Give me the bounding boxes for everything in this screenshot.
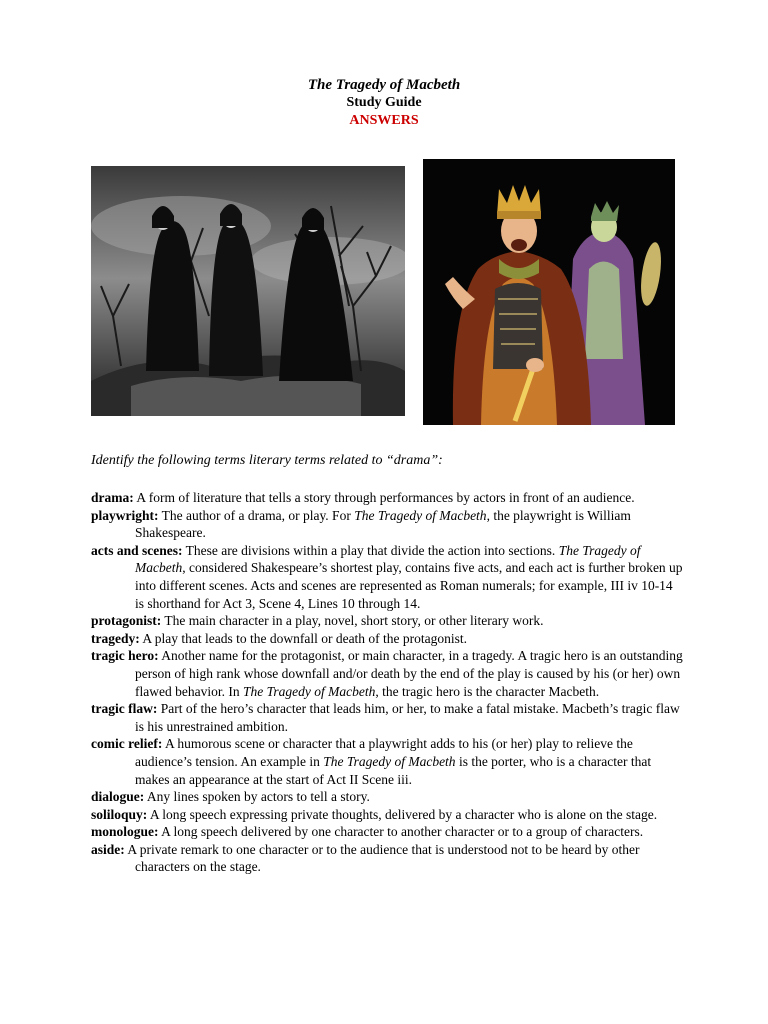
document-title: The Tragedy of Macbeth (307, 77, 461, 93)
glossary-definition: A form of literature that tells a story through performances by actors in front of an audience. (133, 490, 635, 505)
glossary-term: playwright: (91, 507, 159, 523)
glossary-definition: is the porter, who is a character that makes an appearance at the start of Act II Scene iii. (135, 753, 652, 787)
glossary-term: protagonist: (91, 613, 162, 629)
answers-label: ANSWERS (349, 113, 419, 128)
glossary-entry (91, 507, 683, 542)
glossary-term: tragedy: (91, 630, 140, 646)
glossary-definition: The author of a drama, or play. For (158, 507, 355, 523)
glossary-entry (91, 806, 683, 824)
glossary-term: acts and scenes: (91, 542, 183, 558)
macbeth-actor-photo (423, 159, 675, 425)
glossary-definition: Part of the hero’s character that leads him, or her, to make a fatal mistake. Macbeth’s tragic flaw is his unrestrained ambition. (135, 701, 680, 734)
glossary-term: soliloquy: (91, 806, 148, 822)
glossary-term: tragic hero: (91, 648, 159, 664)
document-header (0, 76, 768, 130)
glossary-entry (91, 612, 683, 630)
glossary-list (91, 489, 683, 876)
glossary-definition: A private remark to one character or to the audience that is understood not to be heard by other characters on the stage. (124, 841, 640, 875)
glossary-entry (91, 788, 683, 806)
glossary-entry (91, 542, 683, 612)
document-subtitle: Study Guide (346, 95, 422, 110)
glossary-title-reference: The Tragedy of Macbeth (135, 542, 641, 576)
glossary-definition: A long speech expressing private thoughts, delivered by a character who is alone on the stage. (147, 806, 658, 822)
glossary-term: tragic flaw: (91, 701, 158, 717)
glossary-entry (91, 841, 683, 876)
glossary-definition: A long speech delivered by one character to another character or to a group of characters. (158, 824, 644, 840)
glossary-definition: Any lines spoken by actors to tell a story. (144, 789, 370, 805)
glossary-entry (91, 647, 683, 700)
glossary-definition: These are divisions within a play that divide the action into sections. (182, 542, 559, 558)
glossary-definition: A humorous scene or character that a playwright adds to his (or her) play to relieve the audience’s tension. An example in (135, 736, 633, 769)
glossary-term: aside: (91, 841, 125, 857)
glossary-definition: A play that leads to the downfall or death of the protagonist. (139, 630, 468, 646)
glossary-term: comic relief: (91, 736, 163, 752)
instruction-text: Identify the following terms literary terms related to “drama”: (91, 453, 443, 468)
glossary-title-reference: The Tragedy of Macbeth (354, 507, 487, 523)
glossary-entry (91, 630, 683, 648)
glossary-entry (91, 700, 683, 735)
glossary-definition: , the playwright is William Shakespeare. (135, 507, 631, 541)
glossary-definition: Another name for the protagonist, or main character, in a tragedy. A tragic hero is an outstanding person of high rank whose downfall and/or death by the end of the play is caused by his (or her) own flawed behavior. In (135, 648, 683, 699)
glossary-entry (91, 735, 683, 788)
glossary-title-reference: The Tragedy of Macbeth (242, 683, 376, 699)
glossary-definition: , the tragic hero is the character Macbeth. (375, 683, 600, 699)
glossary-title-reference: The Tragedy of Macbeth (323, 753, 456, 769)
glossary-definition: The main character in a play, novel, short story, or other literary work. (161, 613, 544, 629)
glossary-term: dialogue: (91, 789, 145, 805)
glossary-entry (91, 489, 683, 507)
glossary-term: drama: (91, 490, 134, 505)
glossary-definition: , considered Shakespeare’s shortest play, contains five acts, and each act is further broken up into different scenes. Acts and scenes are represented as Roman numerals; for example, III iv 10-14 is shorthand for Act 3, Scene 4, Lines 10 through 14. (135, 560, 683, 611)
glossary-entry (91, 823, 683, 841)
glossary-term: monologue: (91, 824, 159, 840)
witches-photo (91, 166, 405, 416)
